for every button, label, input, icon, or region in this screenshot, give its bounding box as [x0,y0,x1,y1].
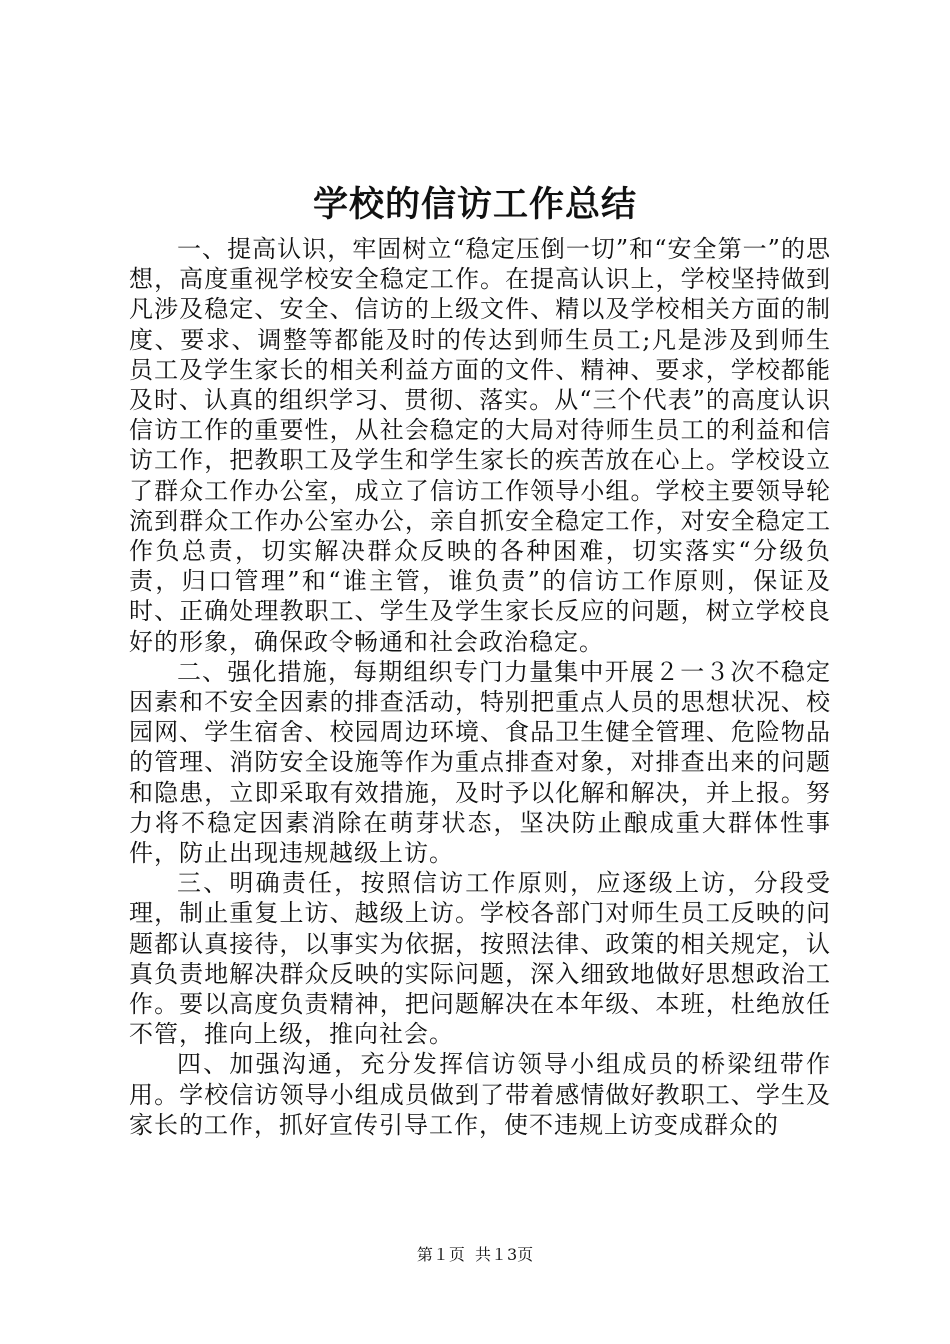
paragraph-3: 三、明确责任，按照信访工作原则，应逐级上访，分段受理，制止重复上访、越级上访。学校各部门对师生员工反映的问题都认真接待，以事实为依据，按照法律、政策的相关规定，认真负责地解决群众反映的实际问题，深入细致地做好思想政治工作。要以高度负责精神，把问题解决在本年级、本班，杜绝放任不管，推向上级，推向社会。 [129,869,831,1049]
footer-gap [465,1245,475,1264]
page-footer [0,1244,950,1266]
document-title: 学校的信访工作总结 [312,184,637,225]
total-pages: 共１3页 [475,1245,534,1264]
paragraph-4: 四、加强沟通，充分发挥信访领导小组成员的桥梁纽带作用。学校信访领导小组成员做到了带着感情做好教职工、学生及家长的工作，抓好宣传引导工作，使不违规上访变成群众的 [129,1050,831,1139]
page-number: 第１页 [416,1245,465,1264]
paragraph-2: 二、强化措施，每期组织专门力量集中开展２一３次不稳定因素和不安全因素的排查活动，特别把重点人员的思想状况、校园网、学生宿舍、校园周边环境、食品卫生健全管理、危险物品的管理、消防安全设施等作为重点排查对象，对排查出来的问题和隐患，立即采取有效措施，及时予以化解和解决，并上报。努力将不稳定因素消除在萌芽状态，坚决防止酿成重大群体性事件，防止出现违规越级上访。 [129,657,831,868]
document-body [129,234,831,1140]
paragraph-1: 一、提高认识，牢固树立“稳定压倒一切”和“安全第一”的思想，高度重视学校安全稳定工作。在提高认识上，学校坚持做到凡涉及稳定、安全、信访的上级文件、精以及学校相关方面的制度、要求、调整等都能及时的传达到师生员工;凡是涉及到师生员工及学生家长的相关利益方面的文件、精神、要求，学校都能及时、认真的组织学习、贯彻、落实。从“三个代表”的高度认识信访工作的重要性，从社会稳定的大局对待师生员工的利益和信访工作，把教职工及学生和学生家长的疾苦放在心上。学校设立了群众工作办公室，成立了信访工作领导小组。学校主要领导轮流到群众工作办公室办公，亲自抓安全稳定工作，对安全稳定工作负总责，切实解决群众反映的各种困难，切实落实“分级负责，归口管理”和“谁主管，谁负责”的信访工作原则，保证及时、正确处理教职工、学生及学生家长反应的问题，树立学校良好的形象，确保政令畅通和社会政治稳定。 [129,235,831,656]
